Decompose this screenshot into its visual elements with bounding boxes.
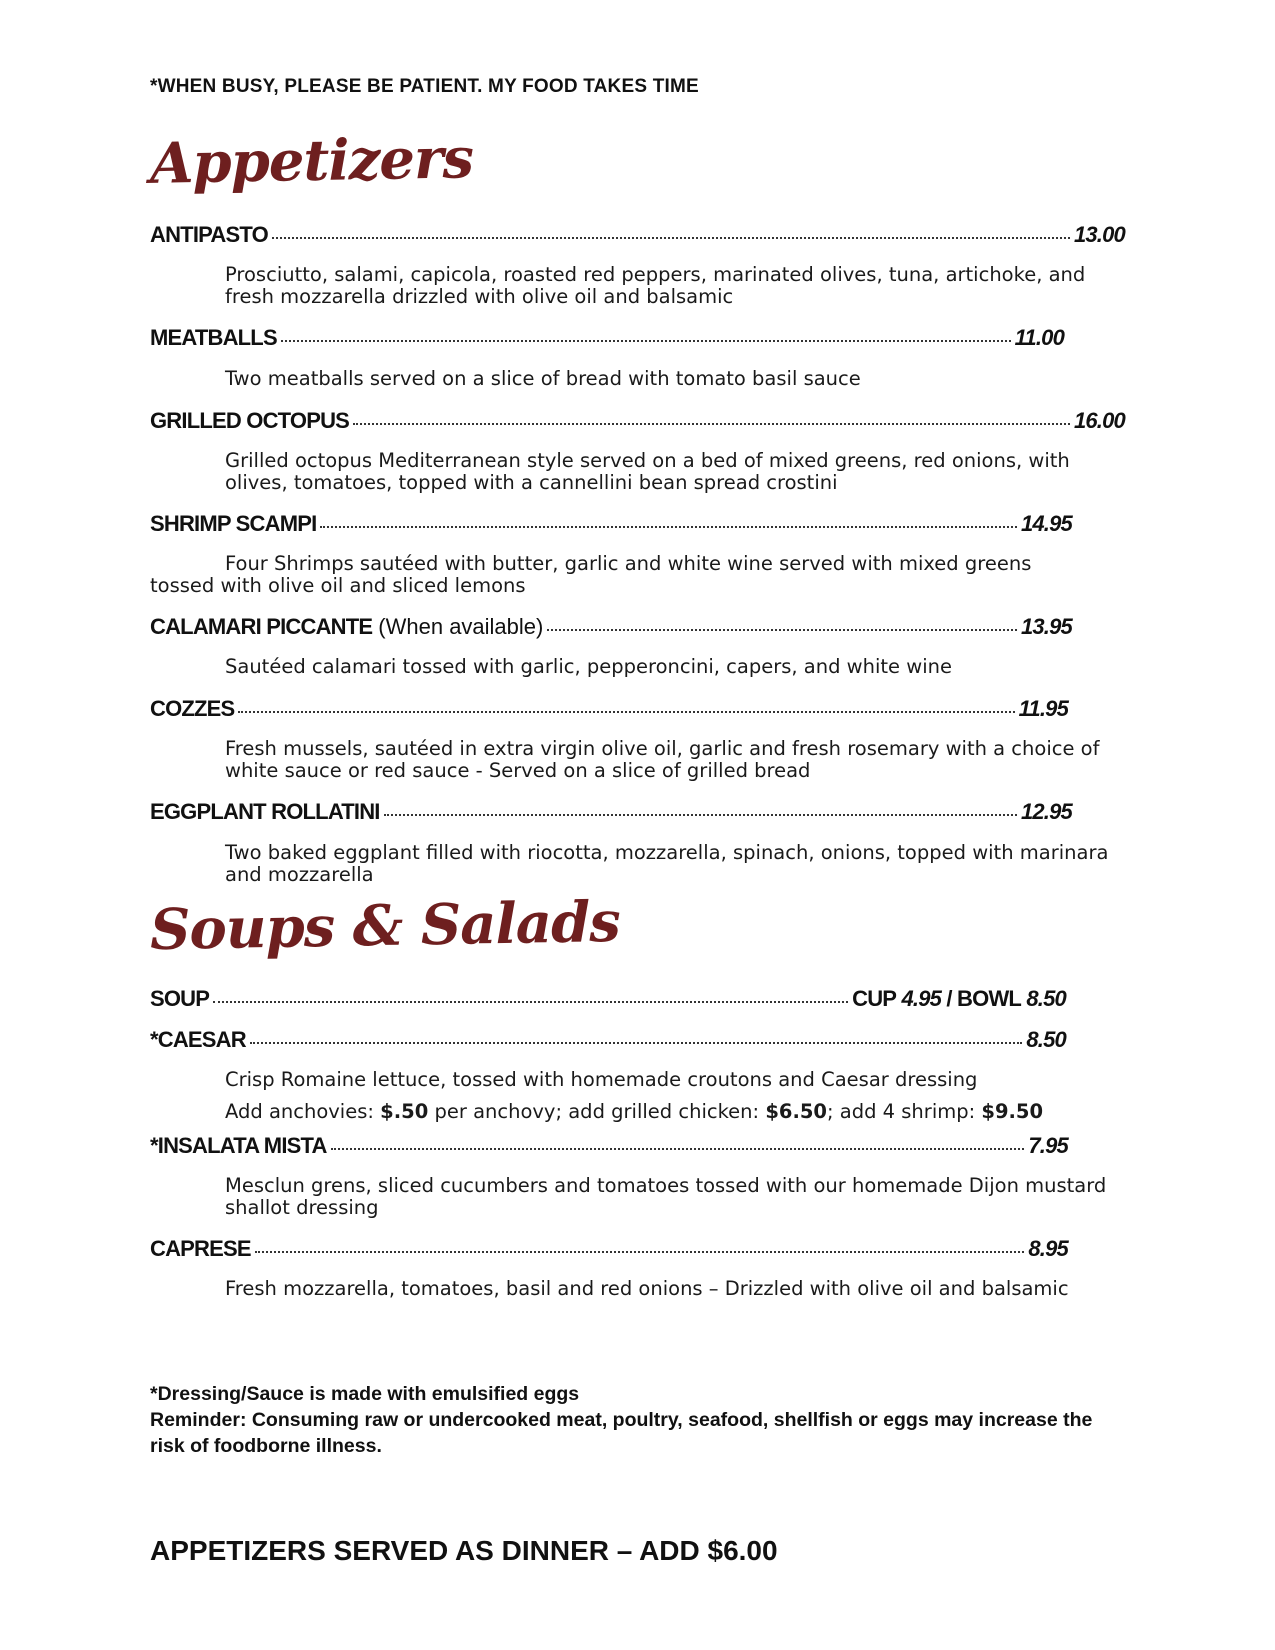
item-description: Mesclun grens, sliced cucumbers and tomatoes tossed with our homemade Dijon mustard shallot dressing (225, 1174, 1107, 1219)
menu-item-caprese (150, 1236, 1068, 1262)
soups-salads-title: Soups & Salads (149, 888, 621, 964)
appetizers-title: Appetizers (149, 125, 474, 197)
addon-text: per anchovy; add grilled chicken: (428, 1100, 766, 1123)
dot-leader (272, 236, 1070, 239)
menu-item-shrimp-scampi (150, 511, 1072, 537)
item-description: Grilled octopus Mediterranean style served on a bed of mixed greens, red onions, with olives, tomatoes, topped with a cannellini bean spread crostini (225, 449, 1070, 494)
item-name: EGGPLANT ROLLATINI (150, 799, 380, 824)
menu-item-soup (150, 986, 1066, 1012)
dot-leader (250, 1041, 1023, 1044)
item-price: 11.95 (1018, 696, 1068, 721)
item-name: ANTIPASTO (150, 222, 268, 247)
egg-footnote: *Dressing/Sauce is made with emulsified eggs (150, 1383, 580, 1405)
menu-item-caesar (150, 1027, 1066, 1053)
bowl-label: BOWL (957, 986, 1022, 1011)
dot-leader (331, 1147, 1025, 1150)
menu-item-calamari-piccante (150, 614, 1072, 640)
item-price: 14.95 (1020, 511, 1072, 536)
menu-item-eggplant-rollatini (150, 799, 1072, 825)
item-price: 13.95 (1020, 614, 1072, 639)
dot-leader (353, 422, 1070, 425)
item-description: Crisp Romaine lettuce, tossed with homemade croutons and Caesar dressing (225, 1068, 978, 1091)
dot-leader (213, 1000, 848, 1003)
menu-item-antipasto (150, 222, 1125, 248)
menu-item-meatballs (150, 325, 1064, 351)
item-price: 12.95 (1020, 799, 1072, 824)
menu-item-grilled-octopus (150, 408, 1125, 434)
item-description: Fresh mussels, sautéed in extra virgin olive oil, garlic and fresh rosemary with a choice of white sauce or red sauce - Served on a slice of grilled bread (225, 737, 1100, 782)
item-price: 13.00 (1073, 222, 1125, 247)
item-price: 7.95 (1028, 1133, 1068, 1158)
item-description: Two meatballs served on a slice of bread with tomato basil sauce (225, 367, 861, 390)
price-separator: / (946, 986, 952, 1011)
item-name: GRILLED OCTOPUS (150, 408, 350, 433)
availability-note: (When available) (378, 614, 544, 639)
dot-leader (384, 813, 1017, 816)
item-name: MEATBALLS (150, 325, 277, 350)
bowl-price: 8.50 (1026, 986, 1066, 1011)
dot-leader (320, 525, 1016, 528)
item-description: Sautéed calamari tossed with garlic, pepperoncini, capers, and white wine (225, 655, 952, 678)
dinner-upcharge-note: APPETIZERS SERVED AS DINNER – ADD $6.00 (150, 1535, 778, 1566)
menu-item-cozzes (150, 696, 1068, 722)
item-price: 8.95 (1028, 1236, 1068, 1261)
item-description: Four Shrimps sautéed with butter, garlic and white wine served with mixed greens tossed with olive oil and sliced lemons (150, 552, 1032, 597)
menu-item-insalata-mista (150, 1133, 1068, 1159)
item-price: 8.50 (1026, 1027, 1066, 1052)
dot-leader (238, 710, 1014, 713)
item-name: CALAMARI PICCANTE (150, 614, 373, 639)
item-name: COZZES (150, 696, 235, 721)
addon-text: Add anchovies: (225, 1100, 381, 1123)
addon-price: $9.50 (981, 1100, 1044, 1123)
addon-price: $6.50 (765, 1100, 827, 1123)
item-name: *INSALATA MISTA (150, 1133, 327, 1158)
item-price: 16.00 (1073, 408, 1125, 433)
item-price (852, 986, 1066, 1012)
dot-leader (281, 339, 1011, 342)
cup-label: CUP (852, 986, 897, 1011)
dot-leader (255, 1250, 1025, 1253)
item-description: Prosciutto, salami, capicola, roasted red peppers, marinated olives, tuna, artichoke, and fresh mozzarella drizzled with olive oil and balsamic (225, 263, 1086, 308)
caesar-addons (225, 1101, 1125, 1123)
item-description: Fresh mozzarella, tomatoes, basil and red onions – Drizzled with olive oil and balsamic (225, 1277, 1069, 1300)
item-name: *CAESAR (150, 1027, 246, 1052)
addon-text: ; add 4 shrimp: (827, 1100, 982, 1123)
addon-price: $.50 (380, 1100, 429, 1123)
food-safety-reminder: Reminder: Consuming raw or undercooked meat, poultry, seafood, shellfish or eggs may increase the risk of foodborne illness. (150, 1409, 1093, 1457)
item-name: SOUP (150, 986, 210, 1011)
busy-notice: *WHEN BUSY, PLEASE BE PATIENT. MY FOOD TAKES TIME (150, 76, 699, 97)
cup-price: 4.95 (901, 986, 942, 1011)
item-price: 11.00 (1014, 325, 1064, 350)
item-name: CAPRESE (150, 1236, 251, 1261)
item-name: SHRIMP SCAMPI (150, 511, 317, 536)
dot-leader (547, 628, 1017, 631)
item-description: Two baked eggplant filled with riocotta, mozzarella, spinach, onions, topped with marinara and mozzarella (225, 841, 1109, 886)
